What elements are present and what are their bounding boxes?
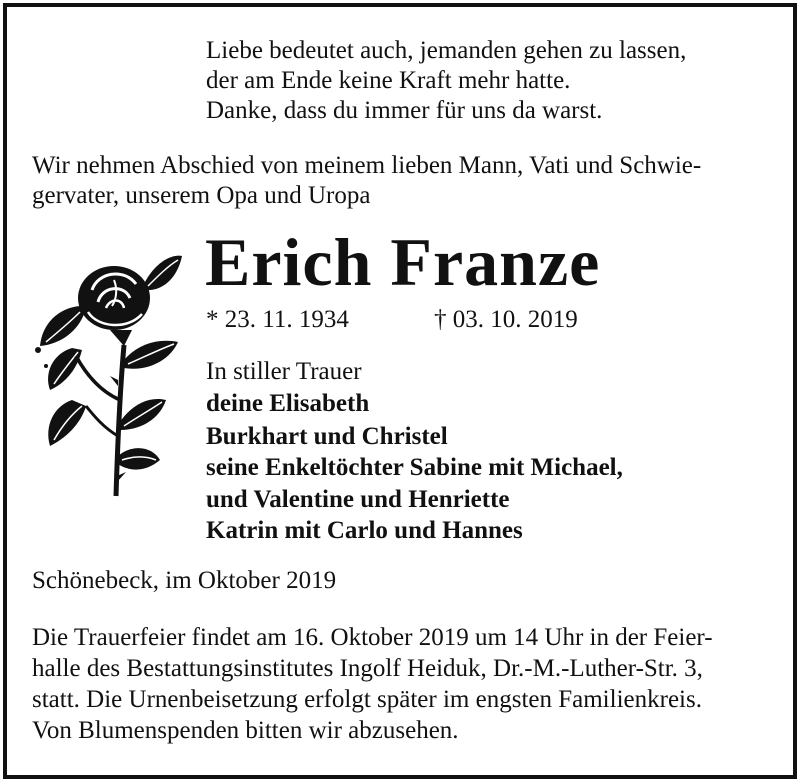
intro-line-2: gervater, unserem Opa und Uropa (32, 182, 371, 209)
mourner-line: Katrin mit Carlo und Hannes (206, 517, 523, 544)
mourner-line: seine Enkeltöchter Sabine mit Michael, (206, 454, 623, 481)
poem-line-2: der am Ende keine Kraft mehr hatte. (206, 67, 571, 94)
rose-icon (32, 250, 182, 500)
funeral-line-1: Die Trauerfeier findet am 16. Oktober 2019 um 14 Uhr in der Feier- (32, 624, 713, 651)
mourner-line: Burkhart und Christel (206, 423, 448, 450)
death-date: † 03. 10. 2019 (434, 306, 578, 333)
intro-line-1: Wir nehmen Abschied von meinem lieben Mann, Vati und Schwie- (32, 152, 702, 179)
poem-line-1: Liebe bedeutet auch, jemanden gehen zu lassen, (206, 37, 687, 64)
place-date: Schönebeck, im Oktober 2019 (32, 567, 337, 594)
funeral-line-4: Von Blumenspenden bitten wir abzusehen. (32, 717, 459, 744)
birth-date: * 23. 11. 1934 (206, 306, 349, 333)
deceased-name: Erich Franze (205, 224, 601, 300)
funeral-line-2: halle des Bestattungsinstitutes Ingolf Heiduk, Dr.-M.-Luther-Str. 3, (32, 655, 703, 682)
funeral-line-3: statt. Die Urnenbeisetzung erfolgt später im engsten Familienkreis. (32, 686, 702, 713)
mourner-line: und Valentine und Henriette (206, 486, 510, 513)
mourner-line: deine Elisabeth (206, 390, 370, 417)
poem-line-3: Danke, dass du immer für uns da warst. (206, 97, 603, 124)
mourners-heading: In stiller Trauer (206, 358, 362, 385)
